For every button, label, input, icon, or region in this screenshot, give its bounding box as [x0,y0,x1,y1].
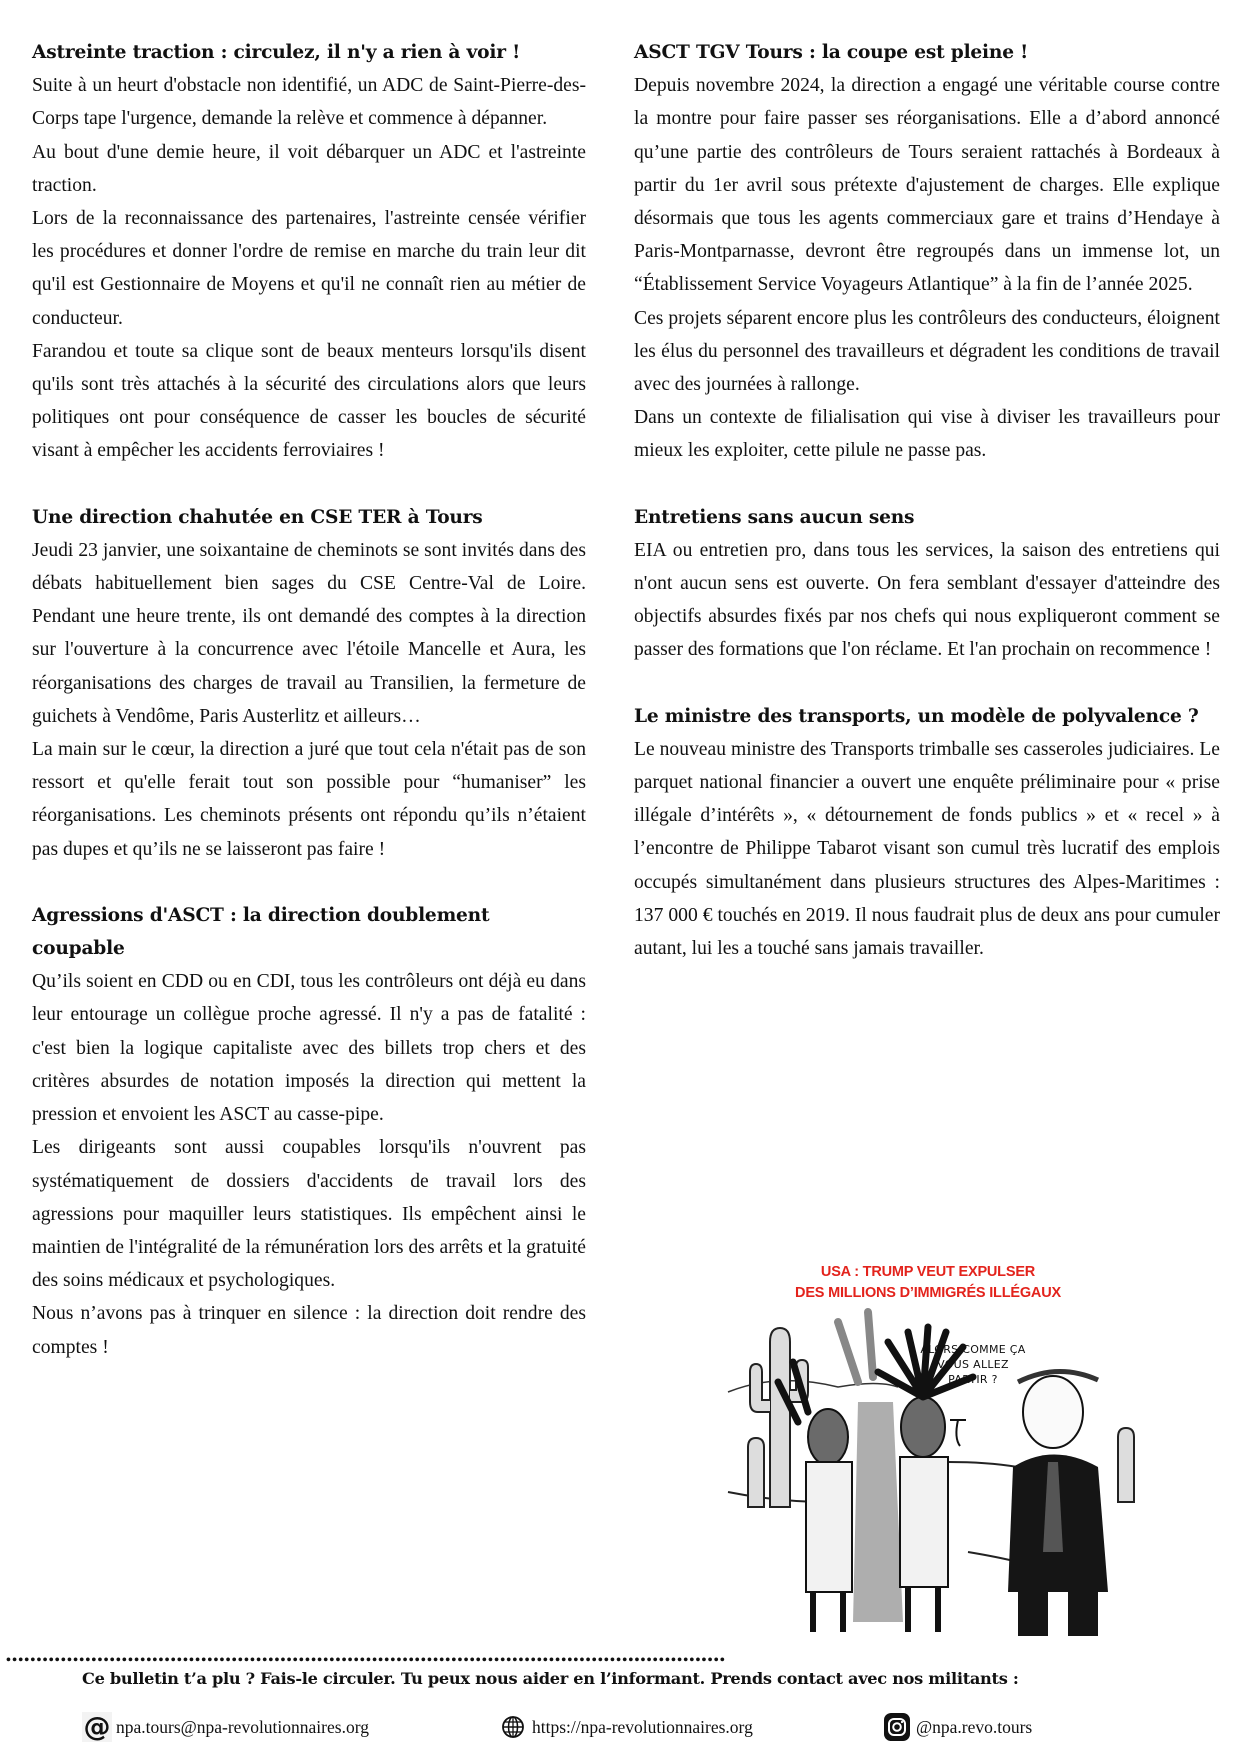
contact-email-text: npa.tours@npa-revolutionnaires.org [116,1716,369,1737]
article-title: Une direction chahutée en CSE TER à Tours [32,506,483,528]
article-title: Le ministre des transports, un modèle de polyvalence ? [634,705,1199,727]
cartoon-headline-line2: DES MILLIONS D’IMMIGRÉS ILLÉGAUX [795,1285,1061,1301]
at-icon: @ [83,1711,111,1743]
article-paragraph: Qu’ils soient en CDD ou en CDI, tous les contrôleurs ont déjà eu dans leur entourage un collègue proche agressé. Il n'y a pas de fatalité : c'est bien la logique capitaliste avec des billets trop chers et des critères absurdes de notation imposés la direction qui mettent la pression et envoient les ASCT au casse-pipe. [32,971,586,1126]
contact-instagram-link[interactable] [882,1712,1032,1742]
article-asct-tgv-tours [634,36,1220,468]
article-paragraph: La main sur le cœur, la direction a juré que tout cela n'était pas de son ressort et qu'elle ferait tout son possible pour “humaniser” les réorganisations. Les cheminots présents ont répondu qu’ils n’étaient pas dupes et qu’ils ne se laisseront pas faire ! [32,739,586,860]
article-paragraph: Jeudi 23 janvier, une soixantaine de cheminots se sont invités dans des débats habituellement bien sages du CSE Centre-Val de Loire. Pendant une heure trente, ils ont demandé des comptes à la direction sur l'ouverture à la concurrence avec l'étoile Mancelle et Aura, les réorganisations des charges de travail au Transilien, la fermeture de guichets à Vendôme, Paris Austerlitz et ailleurs… [32,539,586,727]
footer-separator: •••••••••••••••••••••••••••••••••••••••••••••••••••••••••••••••••••••••••••••••••••••••••••••••••••••••••••••••••••••• [6,1656,726,1666]
cartoon-headline [718,1262,1138,1304]
article-astreinte-traction [32,36,586,468]
contact-website-link[interactable] [498,1712,753,1742]
instagram-icon [882,1712,912,1742]
article-paragraph: EIA ou entretien pro, dans tous les services, la saison des entretiens qui n'ont aucun sens est ouverte. On fera semblant d'essayer d'atteindre des objectifs absurdes fixés par nos chefs qui nous expliqueront comment se passer des formations que l'on réclame. Et l'an prochain on recommence ! [634,539,1220,661]
article-paragraph: Depuis novembre 2024, la direction a engagé une véritable course contre la montre pour faire passer ses réorganisations. Elle a d’abord annoncé qu’une partie des contrôleurs de Tours seraient rattachés à Bordeaux à partir du 1er avril sous prétexte d'ajustement de charges. Elle explique désormais que tous les agents commerciaux gare et trains d’Hendaye à Paris-Montparnasse, devront être regroupés dans un immense lot, un “Établissement Service Voyageurs Atlantique” à la fin de l’année 2025. [634,75,1220,296]
article-paragraph: Lors de la reconnaissance des partenaires, l'astreinte censée vérifier les procédures et donner l'ordre de remise en marche du train leur dit qu'il est Gestionnaire de Moyens et qu'il ne connaît rien au métier de conducteur. [32,208,586,329]
article-paragraph: Suite à un heurt d'obstacle non identifié, un ADC de Saint-Pierre-des-Corps tape l'urgence, demande la relève et commence à dépanner. [32,75,586,130]
cartoon-drawing [718,1262,1138,1640]
article-paragraph: Au bout d'une demie heure, il voit débarquer un ADC et l'astreinte traction. [32,141,586,196]
article-ministre-transports [634,700,1220,966]
article-cse-ter-tours [32,501,586,866]
right-column [634,36,1220,998]
article-paragraph: Farandou et toute sa clique sont de beaux menteurs lorsqu'ils disent qu'ils sont très attachés à la sécurité des circulations alors que leurs politiques ont pour conséquence de casser les boucles de sécurité visant à empêcher les accidents ferroviaires ! [32,340,586,462]
globe-icon [498,1712,528,1742]
article-title: Agressions d'ASCT : la direction doublement coupable [32,904,490,960]
article-title: Astreinte traction : circulez, il n'y a rien à voir ! [32,42,521,63]
footer-call-to-action: Ce bulletin t’a plu ? Fais-le circuler. Tu peux nous aider en l’informant. Prends contact avec nos militants : [82,1669,1019,1688]
article-paragraph: Ces projets séparent encore plus les contrôleurs des conducteurs, éloignent les élus du personnel des travailleurs et dégradent les conditions de travail avec des journées à rallonge. [634,307,1220,396]
article-paragraph: Les dirigeants sont aussi coupables lorsqu'ils n'ouvrent pas systématiquement de dossiers d'accidents de travail lors des agressions pour maquiller leurs statistiques. Ils empêchent ainsi le maintien de l'intégralité de la rémunération lors des arrêts et la gratuité des soins médicaux et psychologiques. [32,1137,586,1292]
article-paragraph: Dans un contexte de filialisation qui vise à diviser les travailleurs pour mieux les exploiter, cette pilule ne passe pas. [634,407,1220,462]
article-title: Entretiens sans aucun sens [634,506,915,528]
article-entretiens [634,501,1220,667]
left-column [32,36,586,1397]
contact-website-text: https://npa-revolutionnaires.org [532,1716,753,1737]
article-paragraph: Le nouveau ministre des Transports trimballe ses casseroles judiciaires. Le parquet national financier a ouvert une enquête préliminaire pour « prise illégale d’intérêts », « détournement de fonds publics » et « recel » à l’encontre de Philippe Tabarot visant son cumul très lucratif des emplois occupés simultanément dans plusieurs structures des Alpes-Maritimes : 137 000 € touchés en 2019. Il nous faudrait plus de deux ans pour cumuler autant, lui les a touché sans jamais travailler. [634,738,1220,960]
article-title: ASCT TGV Tours : la coupe est pleine ! [634,42,1029,63]
article-paragraph: Nous n’avons pas à trinquer en silence : la direction doit rendre des comptes ! [32,1303,586,1358]
contact-email-link[interactable] [82,1712,369,1742]
article-agressions-asct [32,899,586,1364]
cartoon-speech-bubble: ALORS COMME ÇA VOUS ALLEZ PARTIR ? [920,1343,1026,1386]
contact-instagram-text: @npa.revo.tours [916,1716,1033,1737]
cartoon-headline-line1: USA : TRUMP VEUT EXPULSER [820,1264,1036,1280]
cartoon-illustration [718,1262,1138,1640]
